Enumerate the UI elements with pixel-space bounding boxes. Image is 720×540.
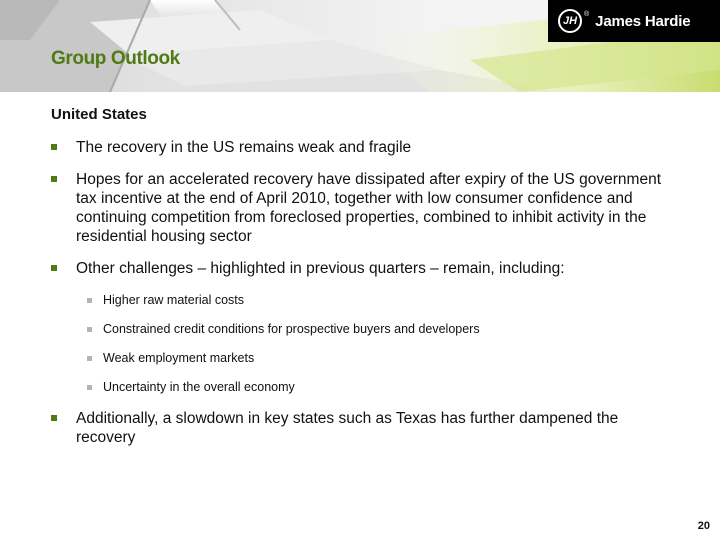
header-banner (0, 0, 720, 92)
jh-monogram-icon: JH (558, 9, 582, 33)
sub-bullet-list (76, 293, 671, 395)
bullet-item: The recovery in the US remains weak and fragile (51, 138, 671, 157)
james-hardie-logo (548, 0, 720, 42)
bullet-list (51, 138, 671, 460)
sub-bullet-item: Higher raw material costs (76, 293, 671, 308)
section-heading: United States (51, 106, 147, 123)
page-number: 20 (697, 520, 710, 532)
slide-title: Group Outlook (51, 48, 180, 69)
bullet-text: Other challenges – highlighted in previous quarters – remain, including: (76, 260, 565, 277)
sub-bullet-item: Weak employment markets (76, 351, 671, 366)
logo-wordmark: James Hardie (595, 12, 691, 30)
sub-bullet-item: Constrained credit conditions for prospective buyers and developers (76, 322, 671, 337)
registered-mark: ® (584, 10, 590, 18)
sub-bullet-item: Uncertainty in the overall economy (76, 380, 671, 395)
bullet-item: Hopes for an accelerated recovery have dissipated after expiry of the US government tax incentive at the end of April 2010, together with low consumer confidence and continuing competition from foreclosed properties, combined to inhibit activity in the residential housing sector (51, 170, 671, 246)
bullet-item: Additionally, a slowdown in key states such as Texas has further dampened the recovery (51, 409, 671, 447)
bullet-item-with-sublist (51, 259, 671, 395)
